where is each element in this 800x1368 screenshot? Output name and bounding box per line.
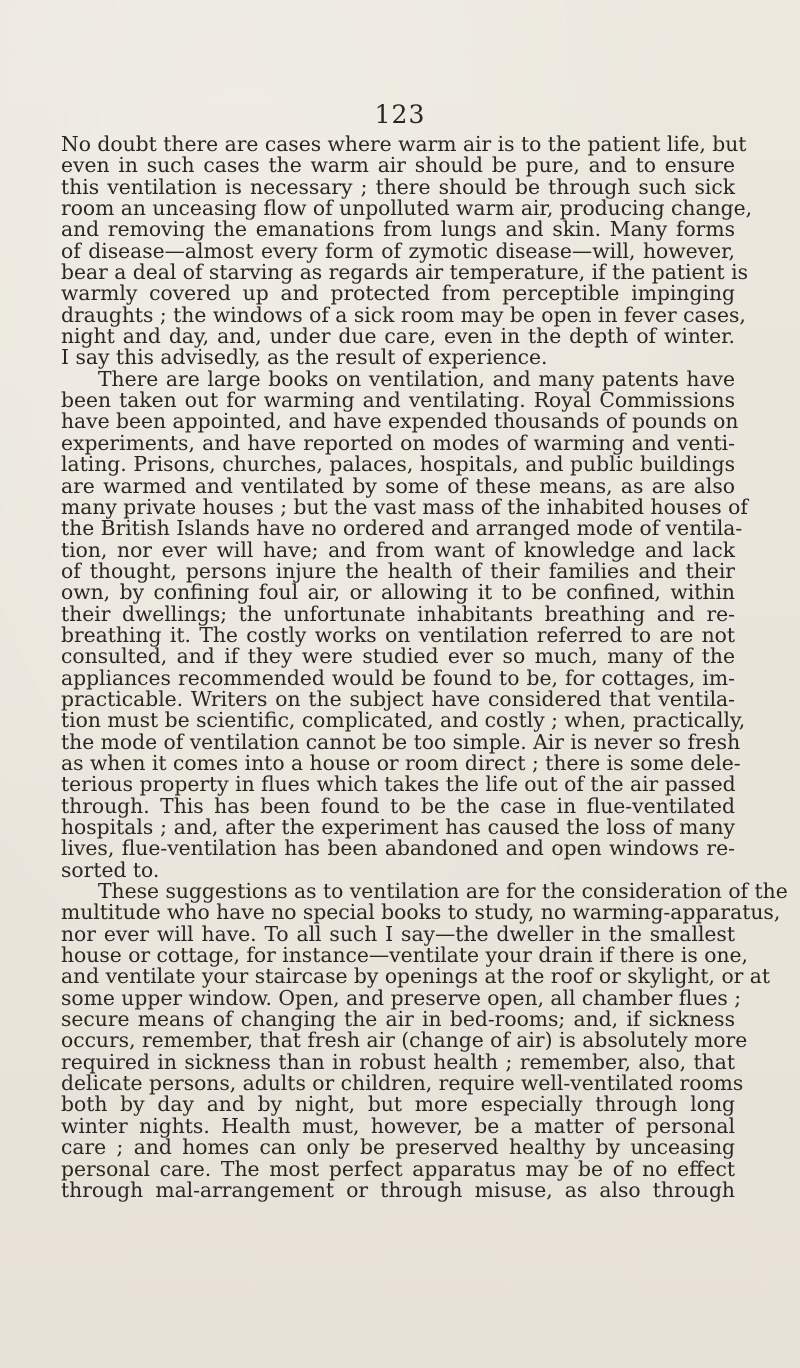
text-line: personal care. The most perfect apparatus may be of no effect	[61, 1156, 735, 1181]
text-line: even in such cases the warm air should be pure, and to ensure	[61, 153, 735, 178]
text-line: the mode of ventilation cannot be too simple. Air is never so fresh	[61, 729, 741, 754]
text-line: and ventilate your staircase by openings at the roof or skylight, or at	[61, 964, 771, 989]
text-line: secure means of changing the air in bed-rooms; and, if sickness	[61, 1007, 735, 1032]
text-line: of disease—almost every form of zymotic disease—will, however,	[61, 238, 735, 263]
text-line: been taken out for warming and ventilating. Royal Commissions	[61, 388, 735, 413]
text-line: care ; and homes can only be preserved healthy by unceasing	[61, 1135, 735, 1160]
text-line: draughts ; the windows of a sick room may be open in fever cases,	[61, 302, 746, 327]
text-line: house or cottage, for instance—ventilate your drain if there is one,	[61, 943, 748, 968]
text-line: appliances recommended would be found to be, for cottages, im-	[61, 665, 735, 690]
text-line: winter nights. Health must, however, be a matter of personal	[61, 1113, 735, 1138]
text-line: occurs, remember, that fresh air (change of air) is absolutely more	[61, 1028, 748, 1053]
text-line: some upper window. Open, and preserve open, all chamber flues ;	[61, 985, 742, 1010]
text-line: of thought, persons injure the health of their families and their	[61, 558, 735, 583]
text-line: this ventilation is necessary ; there should be through such sick	[61, 174, 735, 199]
text-line: terious property in flues which takes the life out of the air passed	[61, 772, 736, 797]
text-line: warmly covered up and protected from perceptible impinging	[61, 281, 735, 306]
text-line: night and day, and, under due care, even in the depth of winter.	[61, 324, 735, 349]
page-number: 123	[374, 100, 426, 129]
text-line: are warmed and ventilated by some of these means, as are also	[61, 473, 735, 498]
text-line: required in sickness than in robust health ; remember, also, that	[61, 1049, 735, 1074]
text-line: lives, flue-ventilation has been abandoned and open windows re-	[61, 836, 735, 861]
text-line: practicable. Writers on the subject have considered that ventila-	[61, 686, 735, 711]
text-line: room an unceasing flow of unpolluted warm air, producing change,	[61, 196, 753, 221]
text-line: through. This has been found to be the case in flue-ventilated	[61, 793, 735, 818]
text-line: consulted, and if they were studied ever so much, many of the	[61, 644, 735, 669]
text-line: multitude who have no special books to study, no warming-apparatus,	[61, 900, 781, 925]
body-text	[61, 132, 788, 1202]
text-line: through mal-arrangement or through misuse, as also through	[61, 1177, 735, 1202]
text-line: both by day and by night, but more especially through long	[61, 1092, 735, 1117]
text-line: tion must be scientific, complicated, and costly ; when, practically,	[61, 708, 746, 733]
text-line: breathing it. The costly works on ventilation referred to are not	[61, 622, 735, 647]
text-line: many private houses ; but the vast mass of the inhabited houses of	[61, 494, 748, 519]
text-line: and removing the emanations from lungs and skin. Many forms	[61, 217, 735, 242]
text-line: as when it comes into a house or room direct ; there is some dele-	[61, 750, 741, 775]
text-line: I say this advisedly, as the result of experience.	[61, 345, 548, 370]
text-line: tion, nor ever will have; and from want of knowledge and lack	[61, 537, 735, 562]
text-line: No doubt there are cases where warm air is to the patient life, but	[61, 132, 747, 156]
text-line: the British Islands have no ordered and arranged mode of ventila-	[61, 516, 743, 541]
text-line: bear a deal of starving as regards air temperature, if the patient is	[61, 260, 749, 285]
text-line: own, by confining foul air, or allowing it to be confined, within	[61, 580, 735, 605]
paragraph-first-line: These suggestions as to ventilation are for the consideration of the	[98, 879, 788, 904]
text-line: lating. Prisons, churches, palaces, hospitals, and public buildings	[61, 452, 735, 477]
text-line: hospitals ; and, after the experiment has caused the loss of many	[61, 815, 735, 839]
paragraph-first-line: There are large books on ventilation, and many patents have	[98, 366, 735, 391]
text-line: have been appointed, and have expended thousands of pounds on	[61, 409, 739, 434]
text-line: delicate persons, adults or children, require well-ventilated rooms	[61, 1071, 744, 1096]
text-line: sorted to.	[61, 857, 160, 882]
text-line: nor ever will have. To all such I say—the dweller in the smallest	[61, 921, 735, 946]
text-line: their dwellings; the unfortunate inhabitants breathing and re-	[61, 601, 735, 626]
text-line: experiments, and have reported on modes of warming and venti-	[61, 430, 735, 455]
